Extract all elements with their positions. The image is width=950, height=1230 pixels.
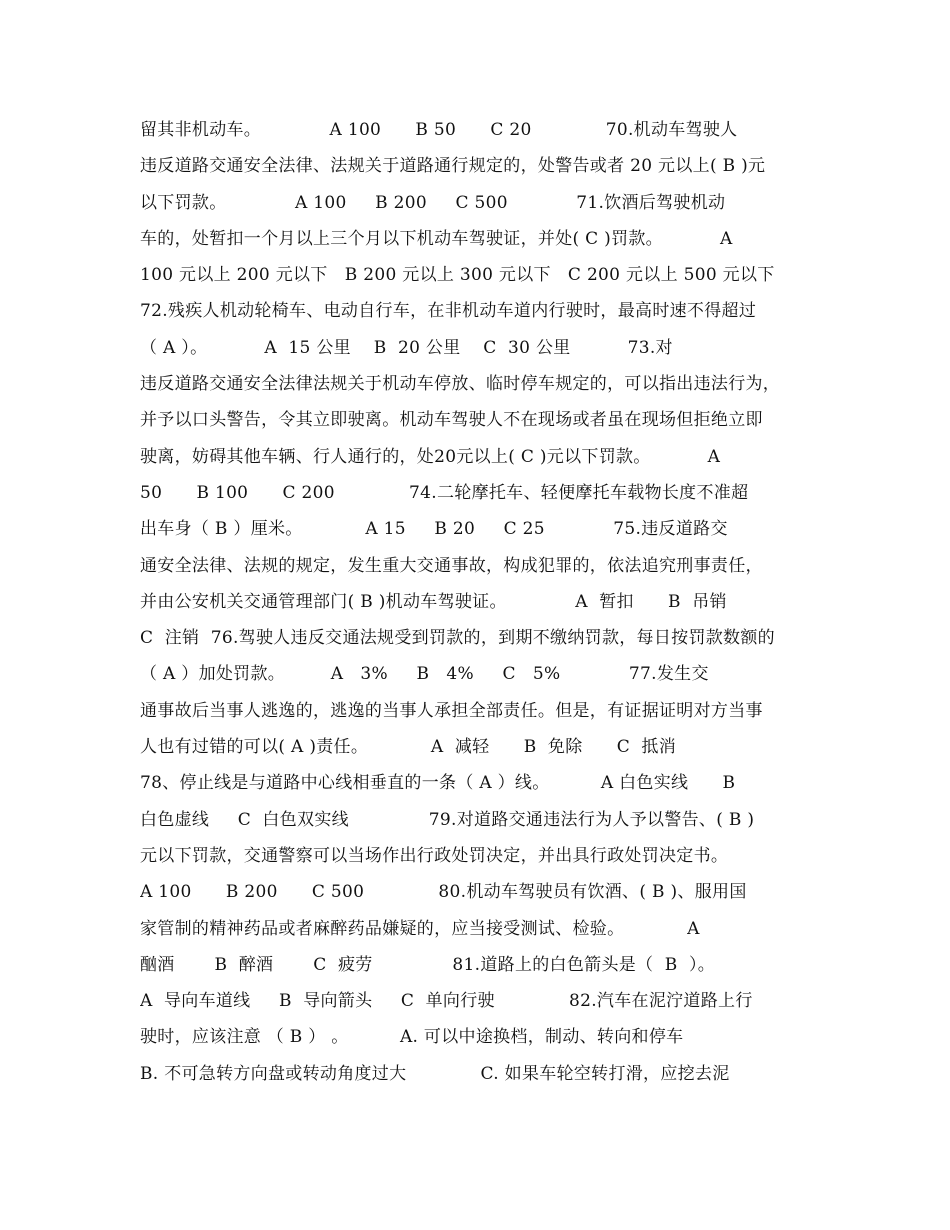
text-line: （ A ）加处罚款。 A 3% B 4% C 5% 77.发生交 bbox=[140, 664, 709, 685]
text-line: A 100 B 200 C 500 80.机动车驾驶员有饮酒、( B )、服用国 bbox=[140, 882, 747, 903]
text-line: 驶离，妨碍其他车辆、行人通行的，处20元以上( C )元以下罚款。 A bbox=[140, 446, 721, 467]
text-line: 以下罚款。 A 100 B 200 C 500 71.饮酒后驾驶机动 bbox=[140, 192, 726, 213]
text-line: 违反道路交通安全法律、法规关于道路通行规定的，处警告或者 20 元以上( B )元 bbox=[140, 156, 766, 177]
text-line: C 注销 76.驾驶人违反交通法规受到罚款的，到期不缴纳罚款，每日按罚款数额的 bbox=[140, 628, 775, 649]
text-line: 通安全法律、法规的规定，发生重大交通事故，构成犯罪的，依法追究刑事责任， bbox=[140, 555, 763, 576]
text-line: （ A ）。 A 15 公里 B 20 公里 C 30 公里 73.对 bbox=[140, 337, 673, 358]
text-line: 并予以口头警告，令其立即驶离。机动车驾驶人不在现场或者虽在现场但拒绝立即 bbox=[140, 410, 763, 431]
text-line: 留其非机动车。 A 100 B 50 C 20 70.机动车驾驶人 bbox=[140, 120, 738, 140]
text-line: 通事故后当事人逃逸的，逃逸的当事人承担全部责任。但是，有证据证明对方当事 bbox=[140, 700, 763, 721]
text-line: 72.残疾人机动轮椅车、电动自行车，在非机动车道内行驶时，最高时速不得超过 bbox=[140, 301, 757, 322]
text-line: 白色虚线 C 白色双实线 79.对道路交通违法行为人予以警告、( B ) bbox=[140, 809, 755, 830]
text-line: 人也有过错的可以( A )责任。 A 减轻 B 免除 C 抵消 bbox=[140, 737, 677, 758]
text-line: 家管制的精神药品或者麻醉药品嫌疑的，应当接受测试、检验。 A bbox=[140, 918, 700, 939]
text-line: 违反道路交通安全法律法规关于机动车停放、临时停车规定的，可以指出违法行为， bbox=[140, 374, 781, 395]
text-line: 车的，处暂扣一个月以上三个月以下机动车驾驶证，并处( C )罚款。 A bbox=[140, 228, 733, 249]
text-line: 酗酒 B 醉酒 C 疲劳 81.道路上的白色箭头是（ B ）。 bbox=[140, 954, 716, 975]
text-line: B. 不可急转方向盘或转动角度过大 C. 如果车轮空转打滑，应挖去泥 bbox=[140, 1063, 730, 1084]
text-line: A 导向车道线 B 导向箭头 C 单向行驶 82.汽车在泥泞道路上行 bbox=[140, 991, 753, 1012]
document-body bbox=[140, 112, 815, 1092]
text-line: 驶时，应该注意 （ B ） 。 A. 可以中途换档，制动、转向和停车 bbox=[140, 1027, 684, 1048]
text-line: 元以下罚款，交通警察可以当场作出行政处罚决定，并出具行政处罚决定书。 bbox=[140, 845, 729, 866]
text-line: 78、停止线是与道路中心线相垂直的一条（ A ）线。 A 白色实线 B bbox=[140, 773, 736, 794]
text-line: 100 元以上 200 元以下 B 200 元以上 300 元以下 C 200 元以上 500 元以下 bbox=[140, 265, 775, 286]
text-line: 出车身（ B ）厘米。 A 15 B 20 C 25 75.违反道路交 bbox=[140, 519, 728, 540]
text-line: 并由公安机关交通管理部门( B )机动车驾驶证。 A 暂扣 B 吊销 bbox=[140, 591, 727, 612]
text-line: 50 B 100 C 200 74.二轮摩托车、轻便摩托车载物长度不准超 bbox=[140, 482, 749, 503]
